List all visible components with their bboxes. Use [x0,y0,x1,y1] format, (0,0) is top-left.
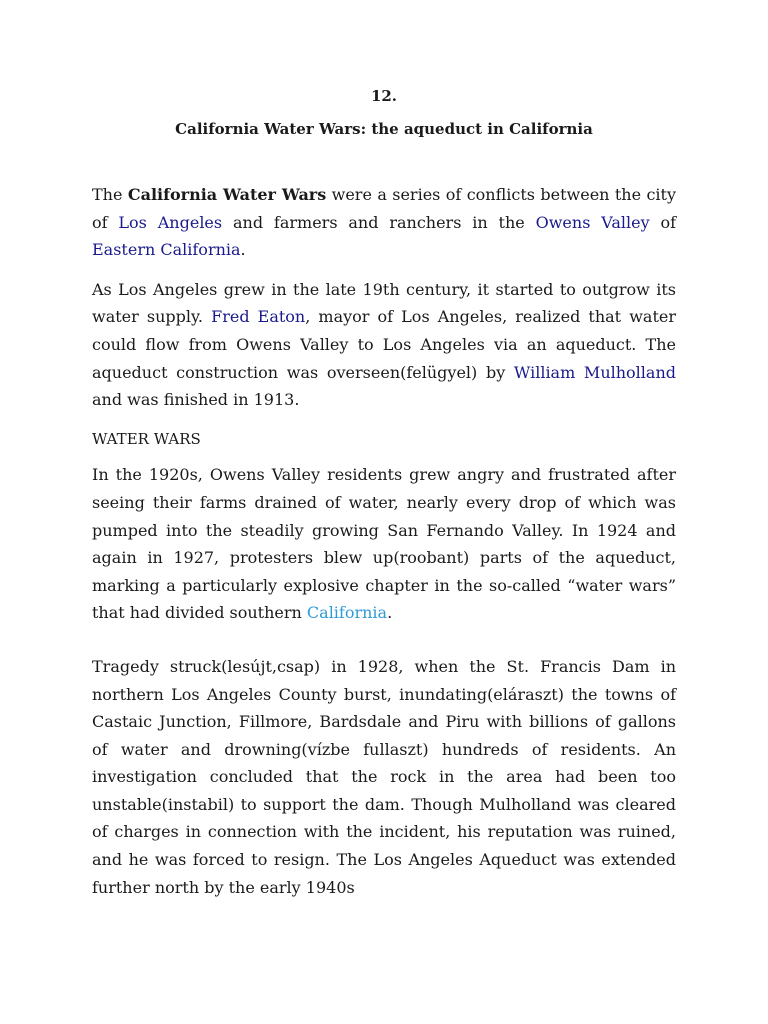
section-heading: WATER WARS [92,429,201,448]
paragraph-intro [92,181,676,264]
text-segment: As Los Angeles grew in the late 19th century, it started to outgrow its water supply. [92,279,676,327]
link-owens-valley[interactable]: Owens Valley [535,212,650,232]
link-california[interactable]: California [306,603,388,623]
document-page [92,84,676,901]
paragraph-growth [92,276,676,414]
text-segment: and was finished in 1913. [92,390,300,410]
link-fred-eaton[interactable]: Fred Eaton [211,307,306,327]
link-eastern-california[interactable]: Eastern California [92,240,241,260]
text-segment: were a series of conflicts between the city of [92,185,676,232]
bold-term: California Water Wars [127,185,327,204]
link-los-angeles[interactable]: Los Angeles [118,212,223,232]
chapter-title: California Water Wars: the aqueduct in California [175,120,593,138]
paragraph-water-wars [92,461,676,627]
text-segment: . [387,603,393,623]
text-segment: The [92,185,128,204]
text-segment: and farmers and ranchers in the [222,212,536,232]
chapter-number: 12. [370,87,398,105]
text-segment: of [649,212,677,232]
link-william-mulholland[interactable]: William Mulholland [513,362,676,382]
text-segment: , mayor of Los Angeles, realized that water could flow from Owens Valley to Los Angeles via an aqueduct. The aqueduct construction was overseen(felügyel) by [92,307,676,382]
paragraph-tragedy: Tragedy struck(lesújt,csap) in 1928, when the St. Francis Dam in northern Los Angeles County burst, inundating(eláraszt) the towns of Castaic Junction, Fillmore, Bardsdale and Piru with billions of gallons of water and drowning(vízbe fullaszt) hundreds of residents. An investigation concluded that the rock in the area had been too unstable(instabil) to support the dam. Though Mulholland was cleared of charges in connection with the incident, his reputation was ruined, and he was forced to resign. The Los Angeles Aqueduct was extended further north by the early 1940s [92,656,676,897]
text-segment: In the 1920s, Owens Valley residents grew angry and frustrated after seeing their farms drained of water, nearly every drop of which was pumped into the steadily growing San Fernando Valley. In 1924 and again in 1927, protesters blew up(roobant) parts of the aqueduct, marking a particularly explosive chapter in the so-called “water wars” that had divided southern [92,465,676,623]
text-segment: . [240,240,246,260]
